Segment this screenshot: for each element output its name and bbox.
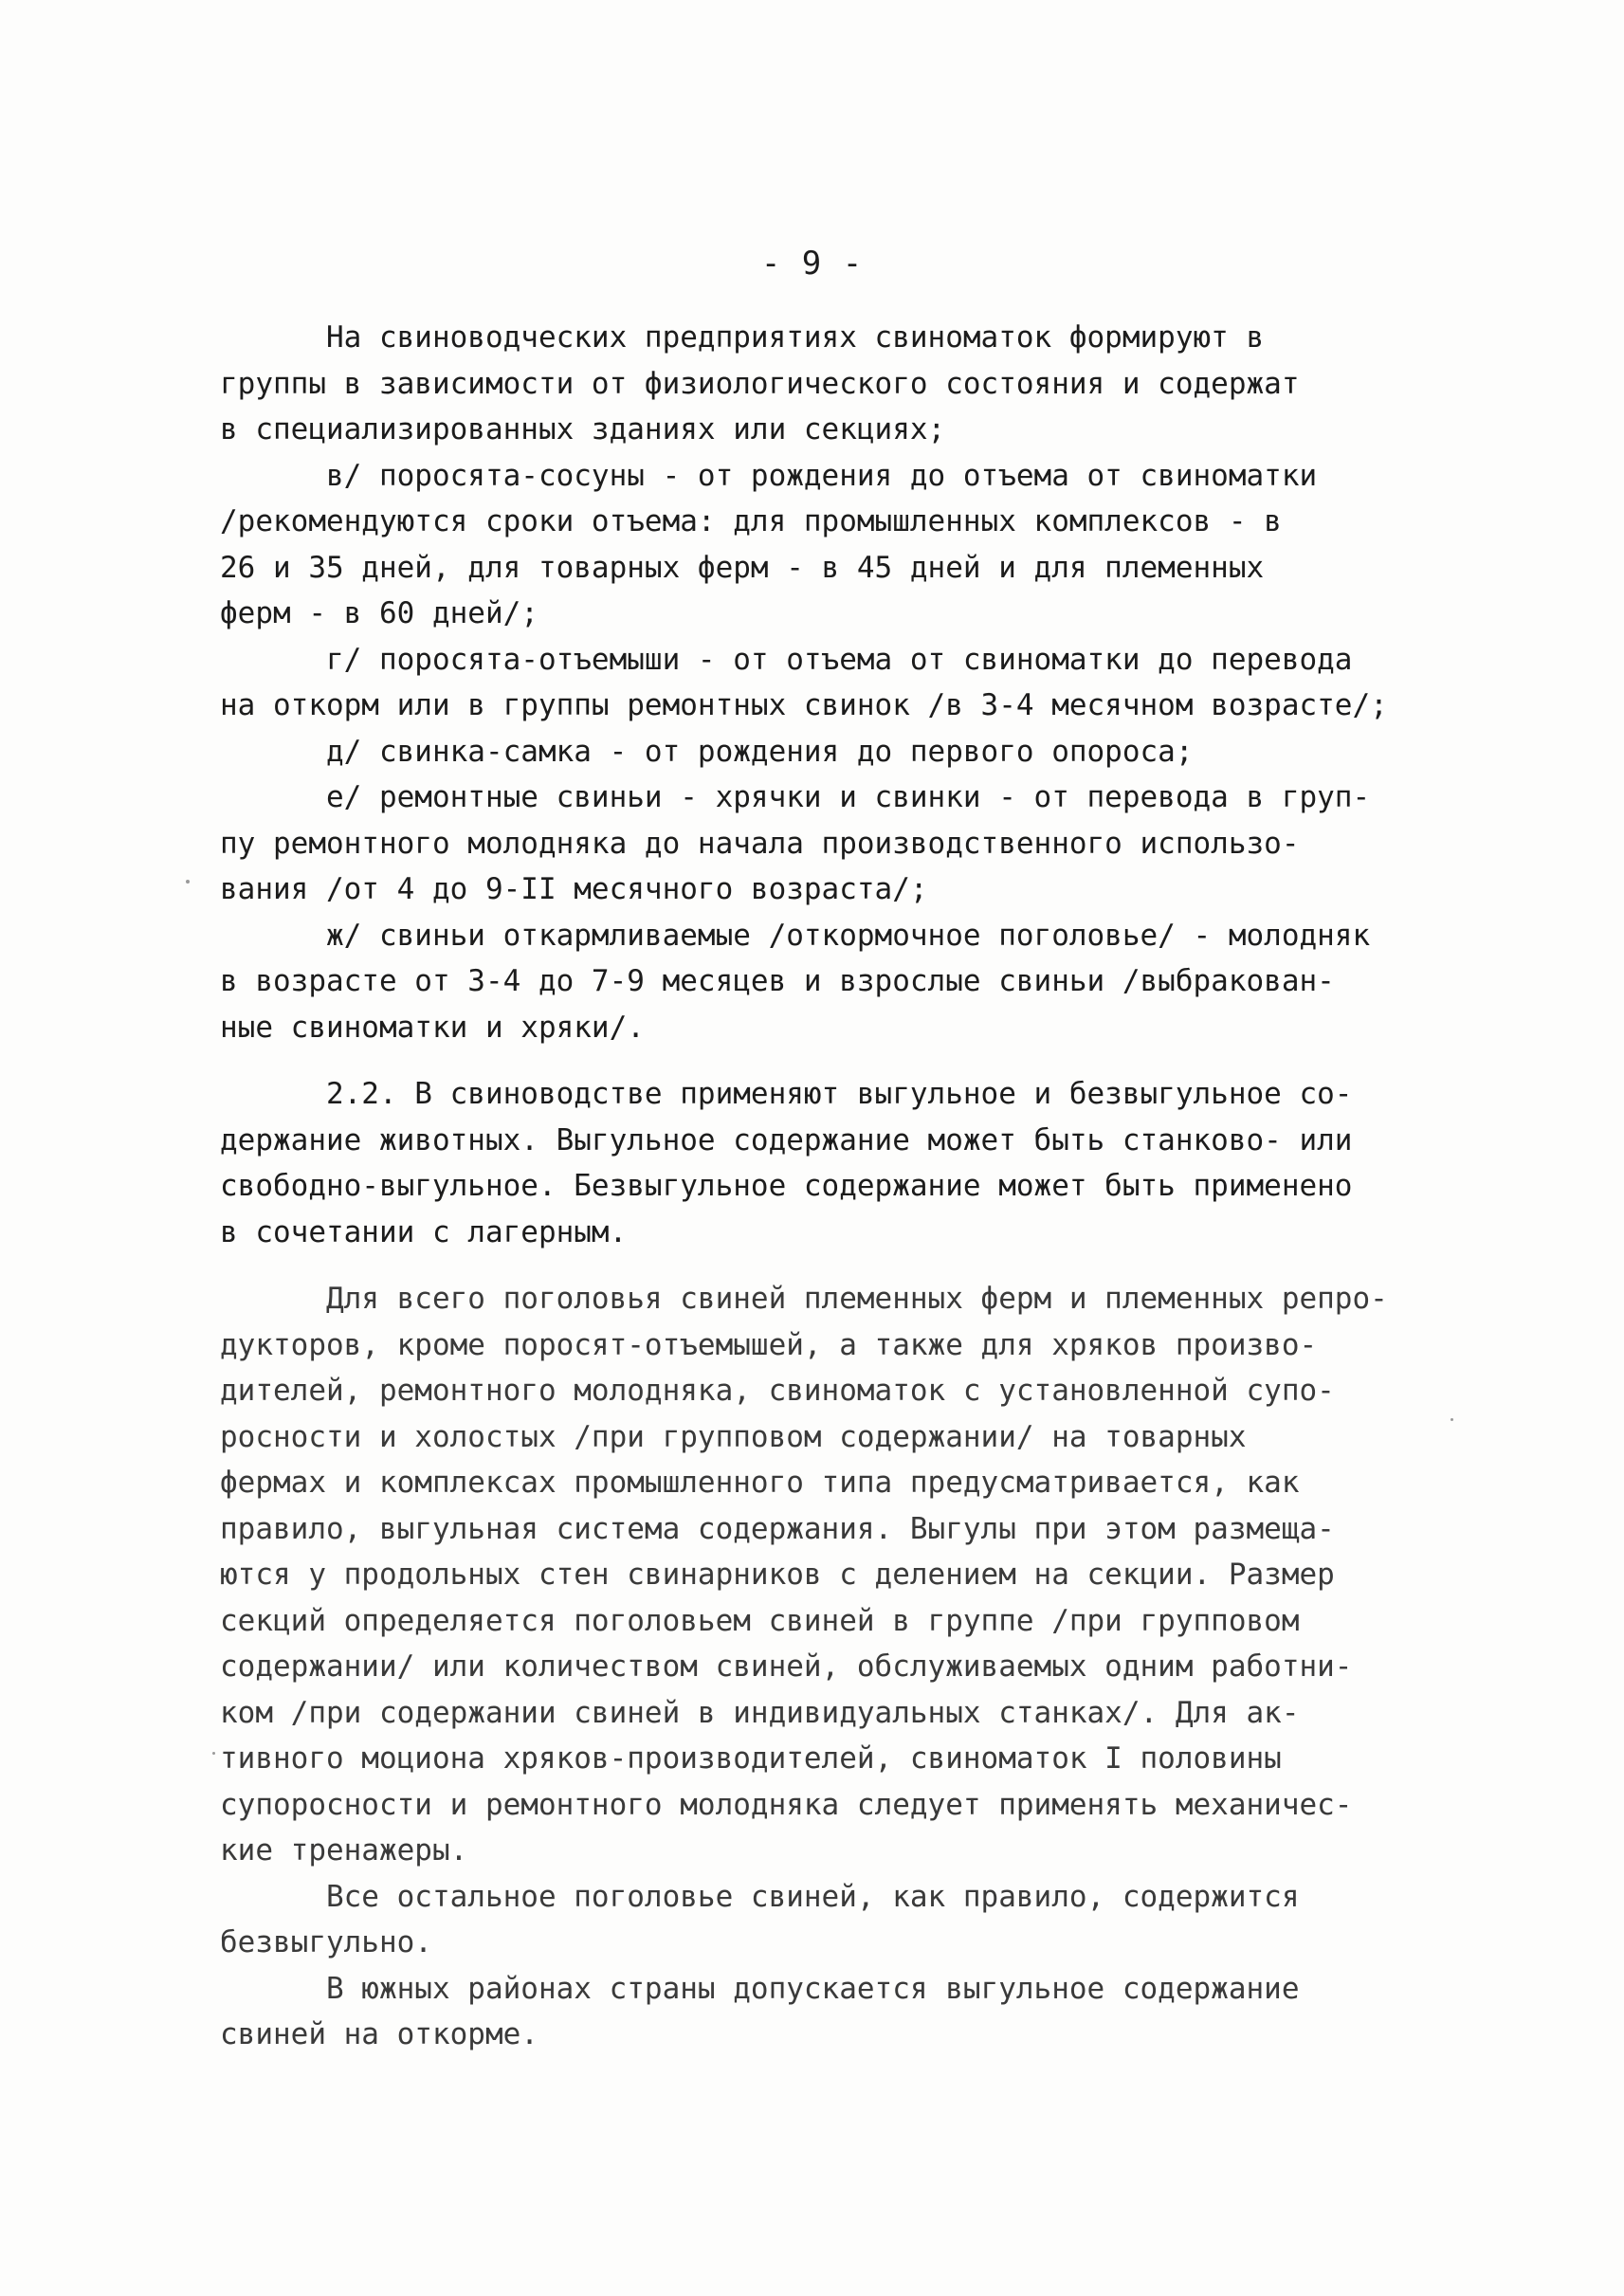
text-line: в/ поросята-сосуны - от рождения до отъема от свиноматки bbox=[220, 458, 1318, 493]
paragraph bbox=[220, 637, 1452, 729]
scan-speck bbox=[186, 880, 190, 884]
text-line: ются у продольных стен свинарников с делением на секции. Размер bbox=[220, 1558, 1335, 1592]
text-line: свиней на откорме. bbox=[220, 2017, 538, 2051]
paragraph bbox=[220, 1966, 1452, 2058]
text-line: фермах и комплексах промышленного типа предусматривается, как bbox=[220, 1466, 1300, 1500]
text-line: безвыгульно. bbox=[220, 1925, 432, 1959]
text-line: держание животных. Выгульное содержание может быть станково- или bbox=[220, 1122, 1353, 1157]
text-line: Для всего поголовья свиней племенных ферм и племенных репро- bbox=[220, 1282, 1388, 1316]
text-line: 26 и 35 дней, для товарных ферм - в 45 дней и для племенных bbox=[220, 550, 1265, 585]
scan-speck bbox=[212, 1752, 215, 1755]
text-line: Все остальное поголовье свиней, как правило, содержится bbox=[220, 1879, 1300, 1914]
paragraph bbox=[220, 729, 1452, 775]
text-line: дителей, ремонтного молодняка, свиноматок с установленной супо- bbox=[220, 1374, 1335, 1408]
text-line: На свиноводческих предприятиях свиноматок формируют в bbox=[220, 320, 1265, 355]
text-line: кие тренажеры. bbox=[220, 1833, 468, 1868]
paragraph bbox=[220, 913, 1452, 1051]
text-line: е/ ремонтные свиньи - хрячки и свинки - от перевода в груп- bbox=[220, 780, 1371, 814]
body-text bbox=[220, 315, 1452, 2058]
text-line: /рекомендуются сроки отъема: для промышленных комплексов - в bbox=[220, 504, 1282, 538]
text-line: правило, выгульная система содержания. Выгулы при этом размеща- bbox=[220, 1511, 1335, 1546]
text-line: ж/ свиньи откармливаемые /откормочное поголовье/ - молодняк bbox=[220, 918, 1371, 953]
text-line: г/ поросята-отъемыши - от отъема от свиноматки до перевода bbox=[220, 642, 1353, 677]
paragraph bbox=[220, 453, 1452, 637]
text-line: свободно-выгульное. Безвыгульное содержание может быть применено bbox=[220, 1169, 1353, 1203]
text-line: 2.2. В свиноводстве применяют выгульное и безвыгульное со- bbox=[220, 1077, 1353, 1111]
text-line: секций определяется поголовьем свиней в группе /при групповом bbox=[220, 1603, 1300, 1638]
text-line: тивного моциона хряков-производителей, свиноматок I половины bbox=[220, 1741, 1282, 1776]
text-line: д/ свинка-самка - от рождения до первого опороса; bbox=[220, 734, 1194, 769]
scan-speck bbox=[1451, 1418, 1453, 1421]
paragraph bbox=[220, 1276, 1452, 1874]
text-line: росности и холостых /при групповом содержании/ на товарных bbox=[220, 1419, 1247, 1454]
paragraph-gap bbox=[220, 1255, 1452, 1276]
text-line: группы в зависимости от физиологического состояния и содержат bbox=[220, 366, 1300, 401]
text-line: ферм - в 60 дней/; bbox=[220, 596, 538, 630]
text-line: содержании/ или количеством свиней, обслуживаемых одним работни- bbox=[220, 1649, 1353, 1684]
paragraph bbox=[220, 315, 1452, 453]
paragraph-gap bbox=[220, 1050, 1452, 1071]
text-line: в специализированных зданиях или секциях; bbox=[220, 412, 946, 446]
text-line: супоросности и ремонтного молодняка следует применять механичес- bbox=[220, 1787, 1353, 1822]
text-line: в возрасте от 3-4 до 7-9 месяцев и взрослые свиньи /выбракован- bbox=[220, 964, 1335, 998]
page-number: - 9 - bbox=[760, 245, 864, 282]
text-line: в сочетании с лагерным. bbox=[220, 1214, 628, 1249]
paragraph bbox=[220, 774, 1452, 913]
text-line: ные свиноматки и хряки/. bbox=[220, 1010, 645, 1045]
text-line: на откорм или в группы ремонтных свинок /в 3-4 месячном возрасте/; bbox=[220, 688, 1388, 722]
paragraph bbox=[220, 1874, 1452, 1966]
text-line: дукторов, кроме поросят-отъемышей, а также для хряков произво- bbox=[220, 1327, 1318, 1362]
text-line: В южных районах страны допускается выгульное содержание bbox=[220, 1971, 1300, 2006]
text-line: пу ремонтного молодняка до начала производственного использо- bbox=[220, 826, 1300, 861]
text-line: ком /при содержании свиней в индивидуальных станках/. Для ак- bbox=[220, 1695, 1300, 1730]
text-line: вания /от 4 до 9-II месячного возраста/; bbox=[220, 872, 928, 906]
paragraph bbox=[220, 1071, 1452, 1255]
